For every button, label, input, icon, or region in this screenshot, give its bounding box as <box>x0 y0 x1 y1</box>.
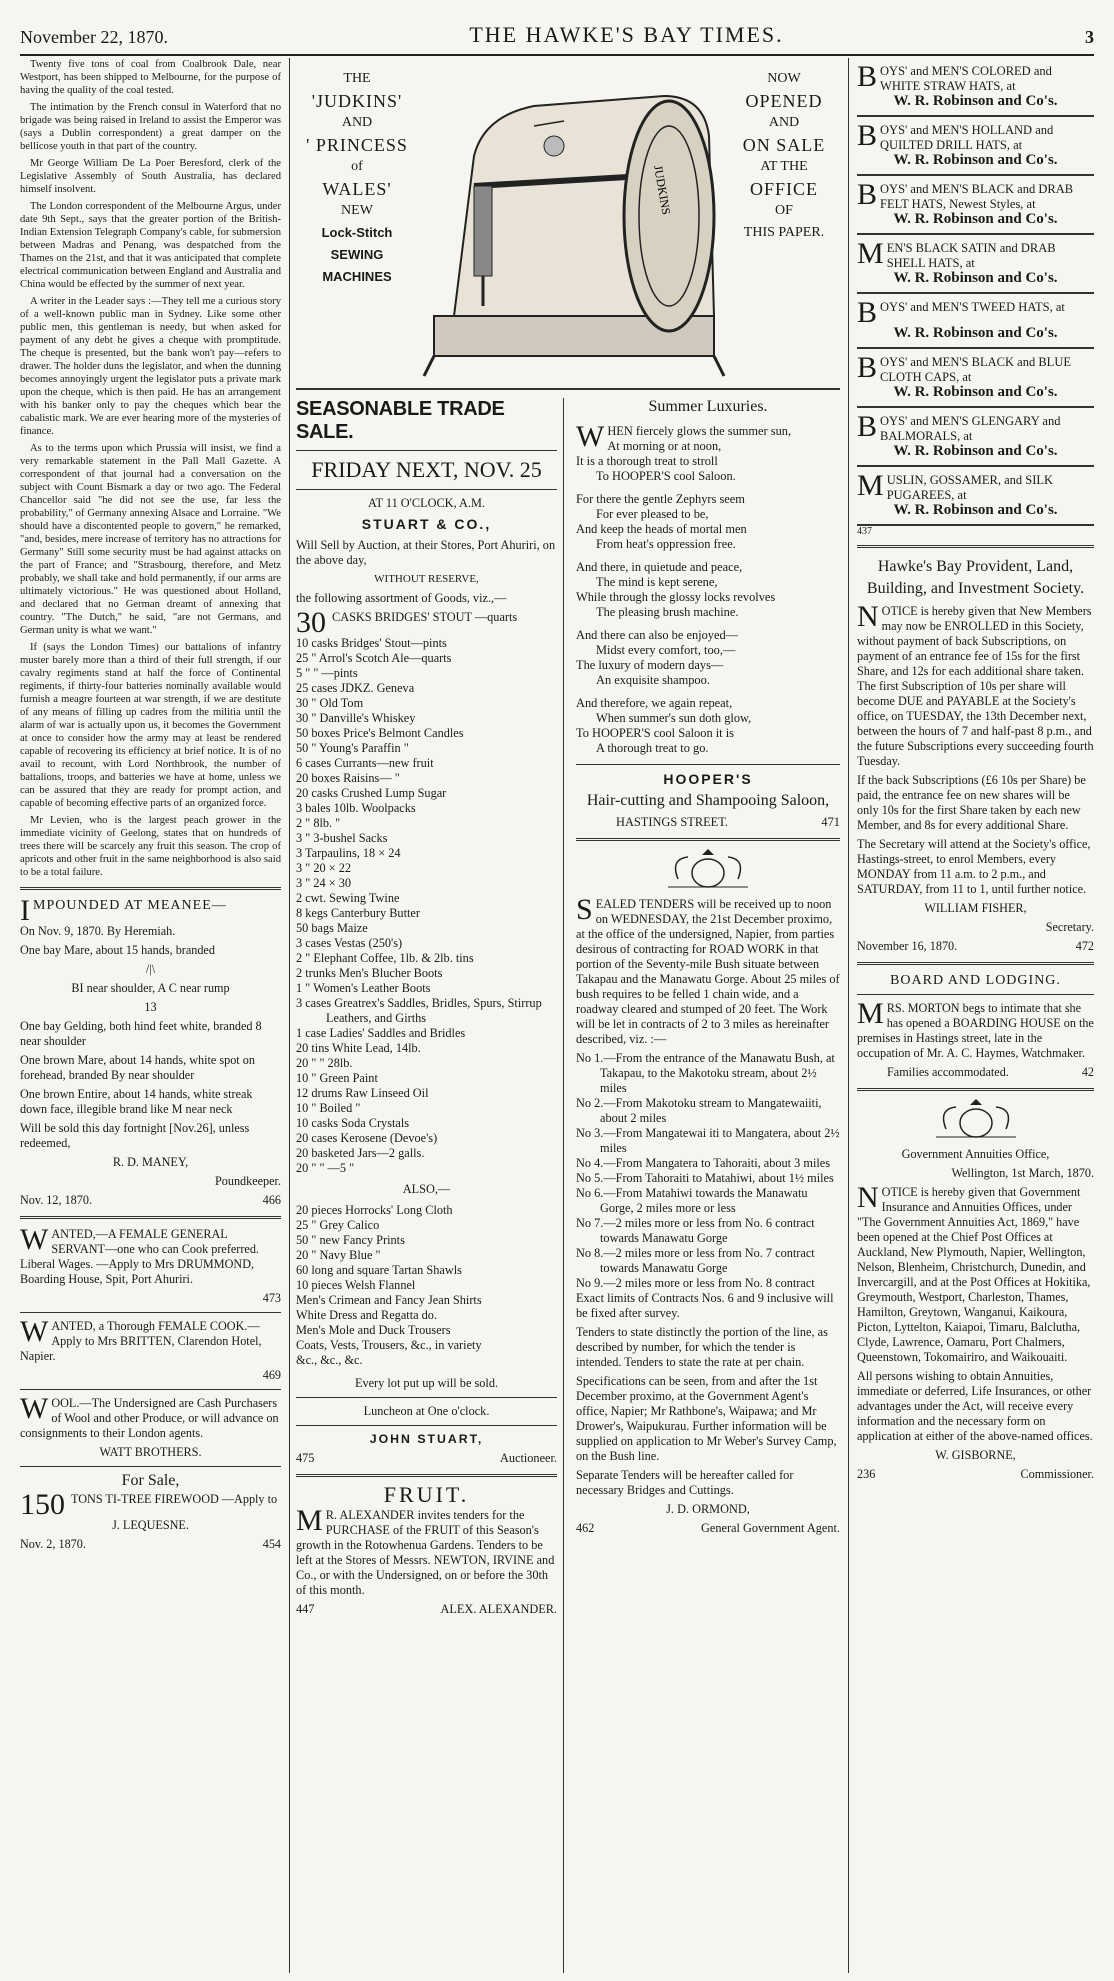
goods-item: 3 " 24 × 30 <box>296 876 351 890</box>
sewing-ad-line: NOW <box>767 71 801 86</box>
column-ads: BOYS' and MEN'S COLORED and WHITE STRAW HATS, at W. R. Robinson and Co's. BOYS' and MEN'S HOLLAND and QUILTED DRILL HATS, at W. R. Robinson and Co's. BOYS' and MEN'S BLACK and DRAB FELT HATS, Newest Styles, at W. R. Robinson and Co's. MEN'S BLACK SATIN and DRAB SHELL HATS, at W. R. Robinson and Co's. BOYS' and MEN'S TWEED HATS, at W. R. Robinson and Co's. BOYS' and MEN'S BLACK and BLUE CLOTH CAPS, at W. R. Robinson and Co's. BOYS' and MEN'S GLENGARY and BALMORALS, at W. R. Robinson and Co's. MUSLIN, GOSSAMER, and SILK PUGAREES, at W. R. Robinson and Co's. 437 Hawke's Bay Provident, Land, Building, and Investment Society. NOTICE is hereby given that New Members may now be ENROLLED in this Society, without payment of back Subscriptions, on payment of an entrance fee of 15s for the first Share, and 12s for each additional share taken. The first Subscription of 10s per share will become DUE and PAYABLE at the Society's office, on TUESDAY, the 13th December next, between the hours of 7 and half-past 8 p.m., and the future Subscriptions every succeeding fourth Tuesday. If the back Subscriptions (£6 10s per Share) be paid, the entrance fee on new shares will be only 10s for the first Share taken by each new Member, and 8s for every additional Share. The Secretary will attend at the Society's office, Hastings-street, to enrol Members, every MONDAY from 11 a.m. to 2 p.m., and SATURDAY, from 11 to 1, until further notice. WILLIAM FISHER, Secretary. November 16, 1870. 472 BOARD AND LODGING. MRS. MORTON begs to intimate that she has opened a BOARDING HOUSE on the premises in Hastings street, late in the occupation of Mr. A. C. Haymes, Watchmaker. Families accommodated. 42 Government Annuities Office, Wellington, 1st March, 1870. NOTICE is hereby given that Government Insurance and Annuities Offices, under "The Government Annuities Act, 1869," have been opened at the Chief Post Offices at Auckland, New Plymouth, Napier, Wellington, Nelson, Blenheim, Christchurch, Dunedin, and Invercargill, and at the Post Offices at Hokitika, Greymouth, Westport, Charleston, Thames, Hamilton, Greytown, Wanganui, Kaikoura, Picton, Lyttelton, Kaiapoi, Timaru, Balclutha, Clyde, Lawrence, Oamaru, Port Chalmers, Queenstown, Tokomairiro, and Waikouaiti. All persons wishing to obtain Annuities, immediate or deferred, Life Insurances, or other advantages under the Act, will receive every information and the necessary form on application at either of the above-named offices. W. GISBORNE, 236 Commissioner. <box>848 58 1094 1973</box>
sewing-ad-line: ' PRINCESS <box>306 135 408 155</box>
hat-ad-description: OYS' and MEN'S HOLLAND and QUILTED DRILL HATS, at <box>880 123 1054 152</box>
retailer-name: W. R. Robinson and Co's. <box>893 93 1058 109</box>
paper-title: THE HAWKE'S BAY TIMES. <box>469 22 784 47</box>
poem-line: Midst every comfort, too,— <box>596 643 736 657</box>
drop-cap: W <box>576 420 605 453</box>
poem-line: When summer's sun doth glow, <box>596 711 752 725</box>
goods-item: 10 casks Bridges' Stout—pints <box>296 636 447 650</box>
goods-item: 25 " Arrol's Scotch Ale—quarts <box>296 651 452 665</box>
royal-crest-icon-2 <box>916 1099 1036 1141</box>
drop-cap: B <box>857 178 878 211</box>
goods-list <box>296 636 557 1176</box>
goods-item: 20 boxes Raisins— " <box>296 771 400 785</box>
hat-ad-description: OYS' and MEN'S GLENGARY and BALMORALS, at <box>880 414 1061 443</box>
goods-item: Coats, Vests, Trousers, &c., in variety <box>296 1338 482 1352</box>
page-number: 3 <box>1085 27 1094 47</box>
retailer-name: W. R. Robinson and Co's. <box>893 211 1058 227</box>
goods-item: Men's Mole and Duck Trousers <box>296 1323 451 1337</box>
goods-item: 20 casks Crushed Lump Sugar <box>296 786 447 800</box>
road-tenders-notice: SEALED TENDERS will be received up to noon on WEDNESDAY, the 21st December proximo, at the office of the undersigned, Napier, from parties desirous of contracting for ROAD WORK in that portion of the Seventy-mile Bush situate between Takapau and the Manawatu Gorge. About 25 miles of bush requires to be felled 1 chain wide, and a roadway cleared and stumped of 20 feet. The Work will be let in contracts of 2 to 3 miles as hereinafter described, viz. :— No 1.—From the entrance of the Manawatu Bush, at Takapau, to the Makotoku stream, about 2½ miles No 2.—From Makotoku stream to Mangatewaiiti, about 2 miles No 3.—From Mangatewai iti to Mangatera, about 2½ miles No 4.—From Mangatera to Tahoraiti, about 3 miles No 5.—From Tahoraiti to Matahiwi, about 1½ miles No 6.—From Matahiwi towards the Manawatu Gorge, 2 miles more or less No 7.—2 miles more or less from No. 6 contract towards Manawatu Gorge No 8.—2 miles more or less from No. 7 contract towards Manawatu Gorge No 9.—2 miles more or less from No. 8 contract Exact limits of Contracts Nos. 6 and 9 inclusive will be fixed after survey. Tenders to state distinctly the portion of the line, as described by number, for which the tender is intended. Tenders to state the rate at per chain. Specifications can be seen, from and after the 1st December proximo, at the Government Agent's office, Napier; Mr Rathbone's, Waipawa; and Mr Drower's, Waipukurau. Further information will be supplied on application to Mr Weber's Survey Camp, on the Bush line. Separate Tenders will be hereafter called for necessary Bridges and Cuttings. J. D. ORMOND, 462 General Government Agent. <box>576 893 840 1535</box>
retailer-name: W. R. Robinson and Co's. <box>893 152 1058 168</box>
poem-stanza <box>576 628 840 688</box>
hat-ad <box>857 294 1094 349</box>
tender-contract: No 9.—2 miles more or less from No. 8 contract <box>576 1276 815 1290</box>
goods-item: 10 " Boiled " <box>296 1101 361 1115</box>
poem-line: While through the glossy locks revolves <box>576 590 776 604</box>
news-items <box>20 58 281 879</box>
goods-item: 30 " Old Tom <box>296 696 364 710</box>
goods-item: 2 " 8lb. " <box>296 816 341 830</box>
goods-item: 6 cases Currants—new fruit <box>296 756 434 770</box>
impounded-notice: IMPOUNDED AT MEANEE— On Nov. 9, 1870. By Heremiah. One bay Mare, about 15 hands, branded /|\ BI near shoulder, A C near rump 13 One bay Gelding, both hind feet white, branded 8 near shoulder One brown Mare, about 14 hands, white spot on forehead, branded By near shoulder One brown Entire, about 14 hands, white streak down face, illegible brand like M near neck Will be sold this day fortnight [Nov.26], unless redeemed, R. D. MANEY, Poundkeeper. Nov. 12, 1870. 466 <box>20 894 281 1207</box>
drop-cap: B <box>857 296 878 329</box>
poem-line: To HOOPER'S cool Saloon. <box>596 469 736 483</box>
hat-ad-text <box>857 178 1094 212</box>
goods-item: 2 cwt. Sewing Twine <box>296 891 400 905</box>
retailer-name: W. R. Robinson and Co's. <box>893 270 1058 286</box>
tender-contract: No 7.—2 miles more or less from No. 6 contract towards Manawatu Gorge <box>576 1216 815 1245</box>
sewing-ad-line: AND <box>768 115 800 130</box>
goods-item: 8 kegs Canterbury Butter <box>296 906 420 920</box>
retailer-name: W. R. Robinson and Co's. <box>893 443 1058 459</box>
goods-item: 20 tins White Lead, 14lb. <box>296 1041 421 1055</box>
poem-line: The luxury of modern days— <box>576 658 724 672</box>
tender-contract: No 1.—From the entrance of the Manawatu Bush, at Takapau, to the Makotoku stream, about 2½ miles <box>576 1051 835 1095</box>
auctioneer-firm: STUART & CO., <box>361 516 492 532</box>
machine-brand-label: JUDKINS <box>651 164 674 216</box>
goods-item: 1 case Ladies' Saddles and Bridles <box>296 1026 466 1040</box>
sewing-ad-line: THE <box>343 71 371 86</box>
sewing-ad-line: of <box>351 159 363 174</box>
wanted-cook-ad: WANTED, a Thorough FEMALE COOK.—Apply to Mrs BRITTEN, Clarendon Hotel, Napier. 469 <box>20 1315 281 1382</box>
annuities-notice: Government Annuities Office, Wellington, 1st March, 1870. NOTICE is hereby given that Government Insurance and Annuities Offices, under "The Government Annuities Act, 1869," have been opened at the Chief Post Offices at Auckland, New Plymouth, Napier, Wellington, Nelson, Blenheim, Christchurch, Dunedin, and Invercargill, and at the Post Offices at Hokitika, Greymouth, Westport, Charleston, Thames, Hamilton, Greytown, Wanganui, Kaikoura, Picton, Lyttelton, Kaiapoi, Timaru, Balclutha, Clyde, Lawrence, Oamaru, Port Chalmers, Queenstown, Tokomairiro, and Waikouaiti. All persons wishing to obtain Annuities, immediate or deferred, Life Insurances, or other advantages under the Act, will receive every information and the necessary form on application at either of the above-named offices. W. GISBORNE, 236 Commissioner. <box>857 1147 1094 1481</box>
summer-poem <box>576 420 840 756</box>
goods-item: 5 " " —pints <box>296 666 358 680</box>
summer-luxuries-heading: Summer Luxuries. <box>648 398 768 415</box>
goods-item: 25 cases JDKZ. Geneva <box>296 681 415 695</box>
sewing-ad-line: SEWING <box>330 247 384 262</box>
poem-line: It is a thorough treat to stroll <box>576 454 718 468</box>
goods-list-2 <box>296 1203 557 1368</box>
poem-line: For ever pleased to be, <box>596 507 709 521</box>
news-paragraph: Mr Levien, who is the largest peach grower in the immediate vicinity of Geelong, states that on hundreds of trees there will be scarcely any fruit this season. The crop of apricots and other fruit in the same neighborhood is also said to be a total failure. <box>20 815 281 878</box>
sewing-ad-line: WALES' <box>322 179 392 199</box>
hat-ad <box>857 349 1094 408</box>
tender-contract: No 6.—From Matahiwi towards the Manawatu Gorge, 2 miles more or less <box>576 1186 808 1215</box>
hat-ad-text <box>857 351 1094 385</box>
hat-ad-text <box>857 119 1094 153</box>
hat-ad <box>857 117 1094 176</box>
news-paragraph: A writer in the Leader says :—They tell me a curious story of a well-known public man in Sydney. Like some other public men, this gentleman is needy, but when asked for payment of any debt he gives a cheque with promptitude. The cheque is presented, but the bank won't pay—refers to drawer. The holder duns the legislator, and when the dunning becomes annoyingly urgent the legislator puts a private mark upon the cheque, which is then paid. He has an arrangement with his banker only to pay the cheques which bear the cabalistic mark. We are ever hearing more of the mysteries of finance. <box>20 296 281 437</box>
sewing-ad-line: THIS PAPER. <box>743 225 825 240</box>
news-paragraph: The London correspondent of the Melbourne Argus, under date 9th Sept., says that the greater portion of the British-Indian Extension Telegraph Company's cable, for submersion between Madras and Penang, was despatched from the Thames on the 21st, and that it was anticipated that complete electrical communication between England and Australia and China would be effected by the summer of next year. <box>20 201 281 290</box>
tender-contract: No 8.—2 miles more or less from No. 7 contract towards Manawatu Gorge <box>576 1246 815 1275</box>
hat-ad-text <box>857 237 1094 271</box>
goods-item: 1 " Women's Leather Boots <box>296 981 431 995</box>
hat-ad <box>857 467 1094 526</box>
poem-line: The mind is kept serene, <box>596 575 718 589</box>
retailer-name: W. R. Robinson and Co's. <box>893 384 1058 400</box>
column-news <box>20 58 290 1973</box>
goods-item: 20 " Navy Blue " <box>296 1248 381 1262</box>
hat-ad-text <box>857 410 1094 444</box>
poem-stanza <box>576 420 840 484</box>
goods-item: 3 " 3-bushel Sacks <box>296 831 388 845</box>
news-paragraph: As to the terms upon which Prussia will insist, we find a very remarkable statement in the Pall Mall Gazette. A correspondent of that journal had a conversation on the subject with Count Bismark a day or two ago. The Federal Chancellor said "he did not see the use, far less the probability," of Germany annexing Alsace and Lorraine. "We should have a discontented people to govern," he remarked, "and, besides, mere increase of territory has no attractions for Germany" Still some security must be had against attacks on the part of France; and "Strasbourg, therefore, and Metz probably, we shall take and hold permanently, if our arms are ultimately victorious." He was questioned about Holland, and declared that no German dreamt of annexing that country. "The Dutch," he said, "are not Germans, and German unity is what we want." <box>20 443 281 636</box>
goods-item: 50 " Young's Paraffin " <box>296 741 409 755</box>
goods-item: &c., &c., &c. <box>296 1353 363 1367</box>
sewing-ad-line: NEW <box>341 203 373 218</box>
drop-cap: B <box>857 60 878 93</box>
goods-item: 25 " Grey Calico <box>296 1218 380 1232</box>
goods-item: 60 long and square Tartan Shawls <box>296 1263 462 1277</box>
board-lodging-ad: BOARD AND LODGING. MRS. MORTON begs to intimate that she has opened a BOARDING HOUSE on the premises in Hastings street, late in the occupation of Mr. A. C. Haymes, Watchmaker. Families accommodated. 42 <box>857 973 1094 1079</box>
goods-item: 20 cases Kerosene (Devoe's) <box>296 1131 438 1145</box>
hat-ad-description: OYS' and MEN'S COLORED and WHITE STRAW HATS, at <box>880 64 1052 93</box>
goods-item: 50 " new Fancy Prints <box>296 1233 405 1247</box>
goods-item: White Dress and Regatta do. <box>296 1308 438 1322</box>
society-notice: Hawke's Bay Provident, Land, Building, and Investment Society. NOTICE is hereby given that New Members may now be ENROLLED in this Society, without payment of back Subscriptions, on payment of an entrance fee of 15s for the first Share, and 12s for each additional share taken. The first Subscription of 10s per share will become DUE and PAYABLE at the Society's office, on TUESDAY, the 13th December next, between the hours of 7 and half-past 8 p.m., and the future Subscriptions every succeeding fourth Tuesday. If the back Subscriptions (£6 10s per Share) be paid, the entrance fee on new shares will be only 10s for the first Share taken by each new Member, and 8s for every additional Share. The Secretary will attend at the Society's office, Hastings-street, to enrol Members, every MONDAY from 11 a.m. to 2 p.m., and SATURDAY, from 11 to 1, until further notice. WILLIAM FISHER, Secretary. November 16, 1870. 472 <box>857 558 1094 953</box>
trade-sale-heading: SEASONABLE TRADE SALE. <box>296 398 505 443</box>
hat-ad-description: OYS' and MEN'S BLACK and DRAB FELT HATS, Newest Styles, at <box>880 182 1074 211</box>
goods-item: 2 trunks Men's Blucher Boots <box>296 966 443 980</box>
sewing-ad-left-text <box>302 68 412 288</box>
sewing-ad-line: OFFICE <box>749 179 818 199</box>
issue-date: November 22, 1870. <box>20 27 168 47</box>
firewood-ad: For Sale, 150 TONS TI-TREE FIREWOOD —Apply to J. LEQUESNE. Nov. 2, 1870. 454 <box>20 1472 281 1551</box>
goods-item: 3 cases Greatrex's Saddles, Bridles, Spurs, Stirrup Leathers, and Girths <box>296 996 542 1025</box>
goods-item: Men's Crimean and Fancy Jean Shirts <box>296 1293 482 1307</box>
sewing-ad-line: Lock-Stitch <box>321 225 393 240</box>
drop-cap: M <box>857 237 884 270</box>
hat-ad <box>857 176 1094 235</box>
sewing-ad-line: 'JUDKINS' <box>311 91 403 111</box>
tender-contract: No 2.—From Makotoku stream to Mangatewaiiti, about 2 miles <box>576 1096 822 1125</box>
goods-item: 3 Tarpaulins, 18 × 24 <box>296 846 401 860</box>
news-paragraph: Mr George William De La Poer Beresford, clerk of the Legislative Assembly of South Australia, has declared himself insolvent. <box>20 158 281 195</box>
wool-ad: WOOL.—The Undersigned are Cash Purchasers of Wool and other Produce, or will advance on consignments to their London agents. WATT BROTHERS. <box>20 1392 279 1459</box>
column-center <box>296 58 840 1973</box>
poem-stanza <box>576 696 840 756</box>
goods-item: 2 " Elephant Coffee, 1lb. & 2lb. tins <box>296 951 474 965</box>
poem-line: An exquisite shampoo. <box>596 673 710 687</box>
goods-item: 50 boxes Price's Belmont Candles <box>296 726 464 740</box>
sewing-machine-illustration <box>414 66 732 382</box>
hat-ad-description: EN'S BLACK SATIN and DRAB SHELL HATS, at <box>886 241 1056 270</box>
goods-item: 10 pieces Welsh Flannel <box>296 1278 416 1292</box>
news-paragraph: Twenty five tons of coal from Coalbrook Dale, near Westport, has been shipped to Melbourne, for the purpose of having the quality of the coal tested. <box>20 59 281 96</box>
drop-cap: M <box>857 469 884 502</box>
sewing-ad-line: MACHINES <box>322 269 392 284</box>
goods-item: 10 casks Soda Crystals <box>296 1116 410 1130</box>
goods-item: 3 bales 10lb. Woolpacks <box>296 801 416 815</box>
poem-line: The pleasing brush machine. <box>596 605 739 619</box>
drop-cap: B <box>857 351 878 384</box>
sewing-ad-right-text <box>734 68 834 244</box>
retailer-name: W. R. Robinson and Co's. <box>893 325 1058 341</box>
tender-contract: No 5.—From Tahoraiti to Matahiwi, about 1½ miles <box>576 1171 834 1185</box>
goods-item: 12 drums Raw Linseed Oil <box>296 1086 429 1100</box>
sewing-ad-line: AND <box>341 115 373 130</box>
poem-stanza <box>576 492 840 552</box>
goods-item: 20 " " 28lb. <box>296 1056 353 1070</box>
goods-item: 20 pieces Horrocks' Long Cloth <box>296 1203 453 1217</box>
drop-cap: B <box>857 410 878 443</box>
hat-ad-text <box>857 296 1094 329</box>
goods-item: 10 " Green Paint <box>296 1071 378 1085</box>
poem-line: From heat's oppression free. <box>596 537 736 551</box>
poem-line: And there, in quietude and peace, <box>576 560 743 574</box>
sewing-ad-line: OPENED <box>745 91 823 111</box>
poem-stanza <box>576 560 840 620</box>
goods-item: 20 basketed Jars—2 galls. <box>296 1146 425 1160</box>
fruit-ad: FRUIT. M R. ALEXANDER invites tenders for the PURCHASE of the FRUIT of this Season's growth in the Rotowhenua Gardens. Tenders to be left at the Stores of Messrs. NEWTON, IRVINE and Co., or with the Undersigned, on or before the 30th of this month. 447 ALEX. ALEXANDER. <box>296 1482 557 1616</box>
goods-item: 3 cases Vestas (250's) <box>296 936 403 950</box>
hat-ad-text <box>857 60 1094 94</box>
poem-line: And therefore, we again repeat, <box>576 696 733 710</box>
summer-and-tenders-column: Summer Luxuries. W HEN fiercely glows the summer sun, At morning or at noon, It is a thorough treat to stroll To HOOPER'S cool Saloon. For there the gentle Zephyrs seem For ever pleased to be, And keep the heads of mortal men From heat's oppression free. And there, in quietude and peace, The mind is kept serene, While through the glossy locks revolves The pleasing brush machine. And there can also be enjoyed— Midst every comfort, too,— The luxury of modern days— An exquisite shampoo. And therefore, we again repeat, When summer's sun doth glow, To HOOPER'S cool Saloon it is A thorough treat to go. HOOPER'S Hair-cutting and Shampooing Saloon, HASTINGS STREET. 471 SEALED TENDERS will be received up to noon on WEDNESDAY, the 21st December proximo, at the office of the undersigned, Napier, from parties desirous of contracting for ROAD WORK in that portion of the Seventy-mile Bush situate between Takapau and the Manawatu Gorge. About 25 miles of bush requires to be felled 1 chain wide, and a roadway cleared and stumped of 20 feet. The Work will be let in contracts of 2 to 3 miles as hereinafter described, viz. :— No 1.—From the entrance of the Manawatu Bush, at Takapau, to the Makotoku stream, about 2½ miles No 2.—From Makotoku stream to Mangatewaiiti, about 2 miles No 3.—From Mangatewai iti to Mangatera, about 2½ miles No 4.—From Mangatera to Tahoraiti, about 3 miles No 5.—From Tahoraiti to Matahiwi, about 1½ miles No 6.—From Matahiwi towards the Manawatu Gorge, 2 miles more or less No 7.—2 miles more or less from No. 6 contract towards Manawatu Gorge No 8.—2 miles more or less from No. 7 contract towards Manawatu Gorge No 9.—2 miles more or less from No. 8 contract Exact limits of Contracts Nos. 6 and 9 inclusive will be fixed after survey. Tenders to state distinctly the portion of the line, as described by number, for which the tender is intended. Tenders to state the rate at per chain. Specifications can be seen, from and after the 1st December proximo, at the Government Agent's office, Napier; Mr Rathbone's, Waipawa; and Mr Drower's, Waipukurau. Further information will be supplied on application to Mr Weber's Survey Camp, on the Bush line. Separate Tenders will be hereafter called for necessary Bridges and Cuttings. J. D. ORMOND, 462 General Government Agent. <box>576 398 840 1535</box>
poem-line: And keep the heads of mortal men <box>576 522 747 536</box>
poem-line: And there can also be enjoyed— <box>576 628 739 642</box>
poem-line: A thorough treat to go. <box>596 741 709 755</box>
sewing-machine-ad <box>296 58 840 390</box>
wanted-servant-ad: WANTED,—A FEMALE GENERAL SERVANT—one who can Cook preferred. Liberal Wages. —Apply to Mrs DRUMMOND, Boarding House, Spit, Port Ahuriri. 473 <box>20 1223 281 1305</box>
poem-line: HEN fiercely glows the summer sun, <box>607 424 792 438</box>
hat-ad <box>857 235 1094 294</box>
trade-sale-column: SEASONABLE TRADE SALE. FRIDAY NEXT, NOV. 25 AT 11 O'CLOCK, A.M. STUART & CO., Will Sell by Auction, at their Stores, Port Ahuriri, on the above day, WITHOUT RESERVE, the following assortment of Goods, viz.,— 30 CASKS BRIDGES' STOUT —quarts 10 casks Bridges' Stout—pints 25 " Arrol's Scotch Ale—quarts 5 " " —pints 25 cases JDKZ. Geneva 30 " Old Tom 30 " Danville's Whiskey 50 boxes Price's Belmont Candles 50 " Young's Paraffin " 6 cases Currants—new fruit 20 boxes Raisins— " 20 casks Crushed Lump Sugar 3 bales 10lb. Woolpacks 2 " 8lb. " 3 " 3-bushel Sacks 3 Tarpaulins, 18 × 24 3 " 20 × 22 3 " 24 × 30 2 cwt. Sewing Twine 8 kegs Canterbury Butter 50 bags Maize 3 cases Vestas (250's) 2 " Elephant Coffee, 1lb. & 2lb. tins 2 trunks Men's Blucher Boots 1 " Women's Leather Boots 3 cases Greatrex's Saddles, Bridles, Spurs, Stirrup Leathers, and Girths 1 case Ladies' Saddles and Bridles 20 tins White Lead, 14lb. 20 " " 28lb. 10 " Green Paint 12 drums Raw Linseed Oil 10 " Boiled " 10 casks Soda Crystals 20 cases Kerosene (Devoe's) 20 basketed Jars—2 galls. 20 " " —5 " ALSO,— 20 pieces Horrocks' Long Cloth 25 " Grey Calico 50 " new Fancy Prints 20 " Navy Blue " 60 long and square Tartan Shawls 10 pieces Welsh Flannel Men's Crimean and Fancy Jean Shirts White Dress and Regatta do. Men's Mole and Duck Trousers Coats, Vests, Trousers, &c., in variety &c., &c., &c. Every lot put up will be sold. Luncheon at One o'clock. JOHN STUART, 475 Auctioneer. FRUIT. M R. ALEXANDER invites tenders for the PURCHASE of the FRUIT of this Season's growth in the Rotowhenua Gardens. Tenders to be left at the Stores of Messrs. NEWTON, IRVINE and Co., or with the Undersigned, on or before the 30th of this month. 447 ALEX. ALEXANDER. <box>296 398 564 1973</box>
poem-line: For there the gentle Zephyrs seem <box>576 492 745 506</box>
hat-ad <box>857 58 1094 117</box>
goods-item: 50 bags Maize <box>296 921 368 935</box>
sewing-ad-line: ON SALE <box>742 135 826 155</box>
robinson-ads <box>857 58 1094 526</box>
royal-crest-icon <box>648 849 768 891</box>
hat-ad-text <box>857 469 1094 503</box>
sale-date: FRIDAY NEXT, NOV. 25 <box>311 457 542 482</box>
drop-cap: B <box>857 119 878 152</box>
hat-ad-description: OYS' and MEN'S BLACK and BLUE CLOTH CAPS, at <box>880 355 1071 384</box>
hat-ad-description: OYS' and MEN'S TWEED HATS, at <box>880 300 1065 314</box>
masthead <box>20 14 1094 56</box>
hat-ad-description: USLIN, GOSSAMER, and SILK PUGAREES, at <box>886 473 1054 502</box>
poem-line: To HOOPER'S cool Saloon it is <box>576 726 734 740</box>
news-paragraph: If (says the London Times) our battalions of infantry muster barely more than a third of their full strength, if our cavalry regiments stand at half the force of Continental regiments, if thirty-four batteries nominally available would furnish a meagre fourteen at war strength, if we are destitute of any means of filling up cadres from the militia until the alarm of war is actually upon us, it becomes the Government at once to consider how the army may at least be rendered capable of recovering its efficiency at brief notice. It is of no avail to recount, with Lord Northbrook, the number of battalions, troops, and batteries we have at home, unless we can be assured that they are ready for prompt action, and capable of becoming effective parts of an organized force. <box>20 642 281 809</box>
poem-line: At morning or at noon, <box>607 439 722 453</box>
sewing-ad-line: OF <box>775 203 793 218</box>
hat-ad <box>857 408 1094 467</box>
sewing-ad-line: AT THE <box>760 159 808 174</box>
news-paragraph: The intimation by the French consul in Waterford that no brigade was being raised in Ireland to assist the Emperor was (says a Dublin correspondent) a great damper on the bellicose youth in that part of the country. <box>20 102 281 152</box>
tender-contract: No 3.—From Mangatewai iti to Mangatera, about 2½ miles <box>576 1126 840 1155</box>
goods-item: 30 " Danville's Whiskey <box>296 711 416 725</box>
tender-contract: No 4.—From Mangatera to Tahoraiti, about 3 miles <box>576 1156 831 1170</box>
goods-item: 20 " " —5 " <box>296 1161 355 1175</box>
retailer-name: W. R. Robinson and Co's. <box>893 502 1058 518</box>
goods-item: 3 " 20 × 22 <box>296 861 351 875</box>
